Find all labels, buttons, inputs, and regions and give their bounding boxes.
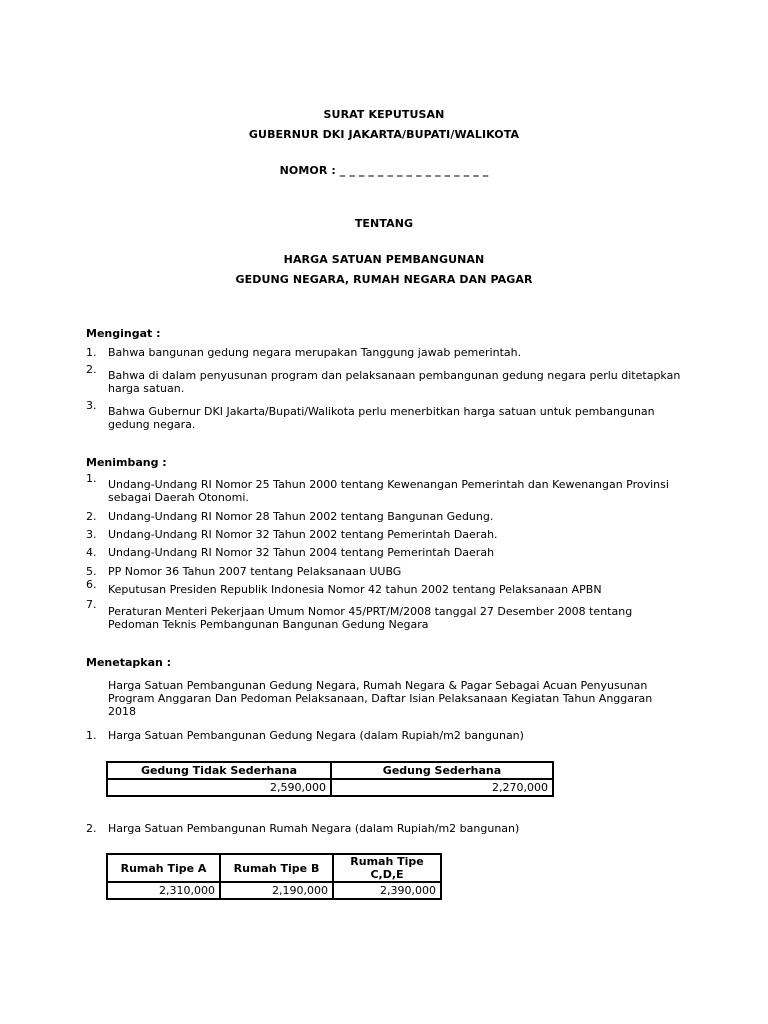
item-text: Harga Satuan Pembangunan Gedung Negara (dalam Rupiah/m2 bangunan): [108, 729, 524, 742]
table-header-cell: Gedung Sederhana: [331, 762, 553, 779]
item-text: PP Nomor 36 Tahun 2007 tentang Pelaksanaan UUBG: [108, 565, 402, 578]
item-number: 3.: [86, 528, 97, 541]
item-text: Keputusan Presiden Republik Indonesia Nomor 42 tahun 2002 tentang Pelaksanaan APBN: [108, 583, 602, 596]
title-line-2: GUBERNUR DKI JAKARTA/BUPATI/WALIKOTA: [248, 128, 520, 141]
table-header-cell: Gedung Tidak Sederhana: [107, 762, 331, 779]
item-number: 4.: [86, 546, 97, 559]
item-text: Undang-Undang RI Nomor 32 Tahun 2002 tentang Pemerintah Daerah.: [108, 528, 498, 541]
table-header-cell: Rumah Tipe C,D,E: [333, 854, 441, 882]
table-header-row: [107, 854, 441, 882]
title-line-1: SURAT KEPUTUSAN: [323, 108, 445, 121]
item-text: Undang-Undang RI Nomor 25 Tahun 2000 tentang Kewenangan Pemerintah dan Kewenangan Provinsi sebagai Daerah Otonomi.: [108, 478, 669, 504]
table-header-cell: Rumah Tipe A: [107, 854, 220, 882]
item-text: Bahwa di dalam penyusunan program dan pelaksanaan pembangunan gedung negara perlu ditetapkan harga satuan.: [108, 369, 681, 395]
item-number: 7.: [86, 598, 97, 611]
table-cell: 2,590,000: [107, 779, 331, 796]
subject-line-2: GEDUNG NEGARA, RUMAH NEGARA DAN PAGAR: [235, 273, 533, 286]
table-row: [107, 882, 441, 899]
item-text: Bahwa Gubernur DKI Jakarta/Bupati/Walikota perlu menerbitkan harga satuan untuk pembangunan gedung negara.: [108, 405, 655, 431]
menimbang-heading: Menimbang :: [86, 456, 167, 469]
table-cell: 2,390,000: [333, 882, 441, 899]
mengingat-heading: Mengingat :: [86, 327, 161, 340]
table-cell: 2,270,000: [331, 779, 553, 796]
subject-line-1: HARGA SATUAN PEMBANGUNAN: [283, 253, 485, 266]
menetapkan-paragraph: Harga Satuan Pembangunan Gedung Negara, Rumah Negara & Pagar Sebagai Acuan Penyusunan Program Anggaran Dan Pedoman Pelaksanaan, Daftar Isian Pelaksanaan Kegiatan Tahun Anggaran 2018: [108, 679, 653, 718]
item-number: 2.: [86, 363, 97, 376]
table-cell: 2,310,000: [107, 882, 220, 899]
menetapkan-heading: Menetapkan :: [86, 656, 172, 669]
item-number: 1.: [86, 729, 97, 742]
gedung-negara-table: [106, 761, 554, 797]
item-number: 3.: [86, 399, 97, 412]
item-number: 2.: [86, 510, 97, 523]
item-text: Bahwa bangunan gedung negara merupakan Tanggung jawab pemerintah.: [108, 346, 522, 359]
table-row: [107, 779, 553, 796]
item-number: 6.: [86, 578, 97, 591]
table-header-row: [107, 762, 553, 779]
item-text: Undang-Undang RI Nomor 32 Tahun 2004 tentang Pemerintah Daerah: [108, 546, 495, 559]
item-number: 2.: [86, 822, 97, 835]
table-cell: 2,190,000: [220, 882, 333, 899]
item-number: 1.: [86, 346, 97, 359]
rumah-negara-table: [106, 853, 442, 900]
item-text: Undang-Undang RI Nomor 28 Tahun 2002 tentang Bangunan Gedung.: [108, 510, 494, 523]
item-text: Peraturan Menteri Pekerjaan Umum Nomor 45/PRT/M/2008 tanggal 27 Desember 2008 tentang Pedoman Teknis Pembangunan Bangunan Gedung Negara: [108, 605, 633, 631]
item-text: Harga Satuan Pembangunan Rumah Negara (dalam Rupiah/m2 bangunan): [108, 822, 520, 835]
item-number: 5.: [86, 565, 97, 578]
nomor-line: NOMOR : _ _ _ _ _ _ _ _ _ _ _ _ _ _ _ _: [279, 164, 489, 177]
tentang-label: TENTANG: [354, 217, 414, 230]
table-header-cell: Rumah Tipe B: [220, 854, 333, 882]
item-number: 1.: [86, 472, 97, 485]
